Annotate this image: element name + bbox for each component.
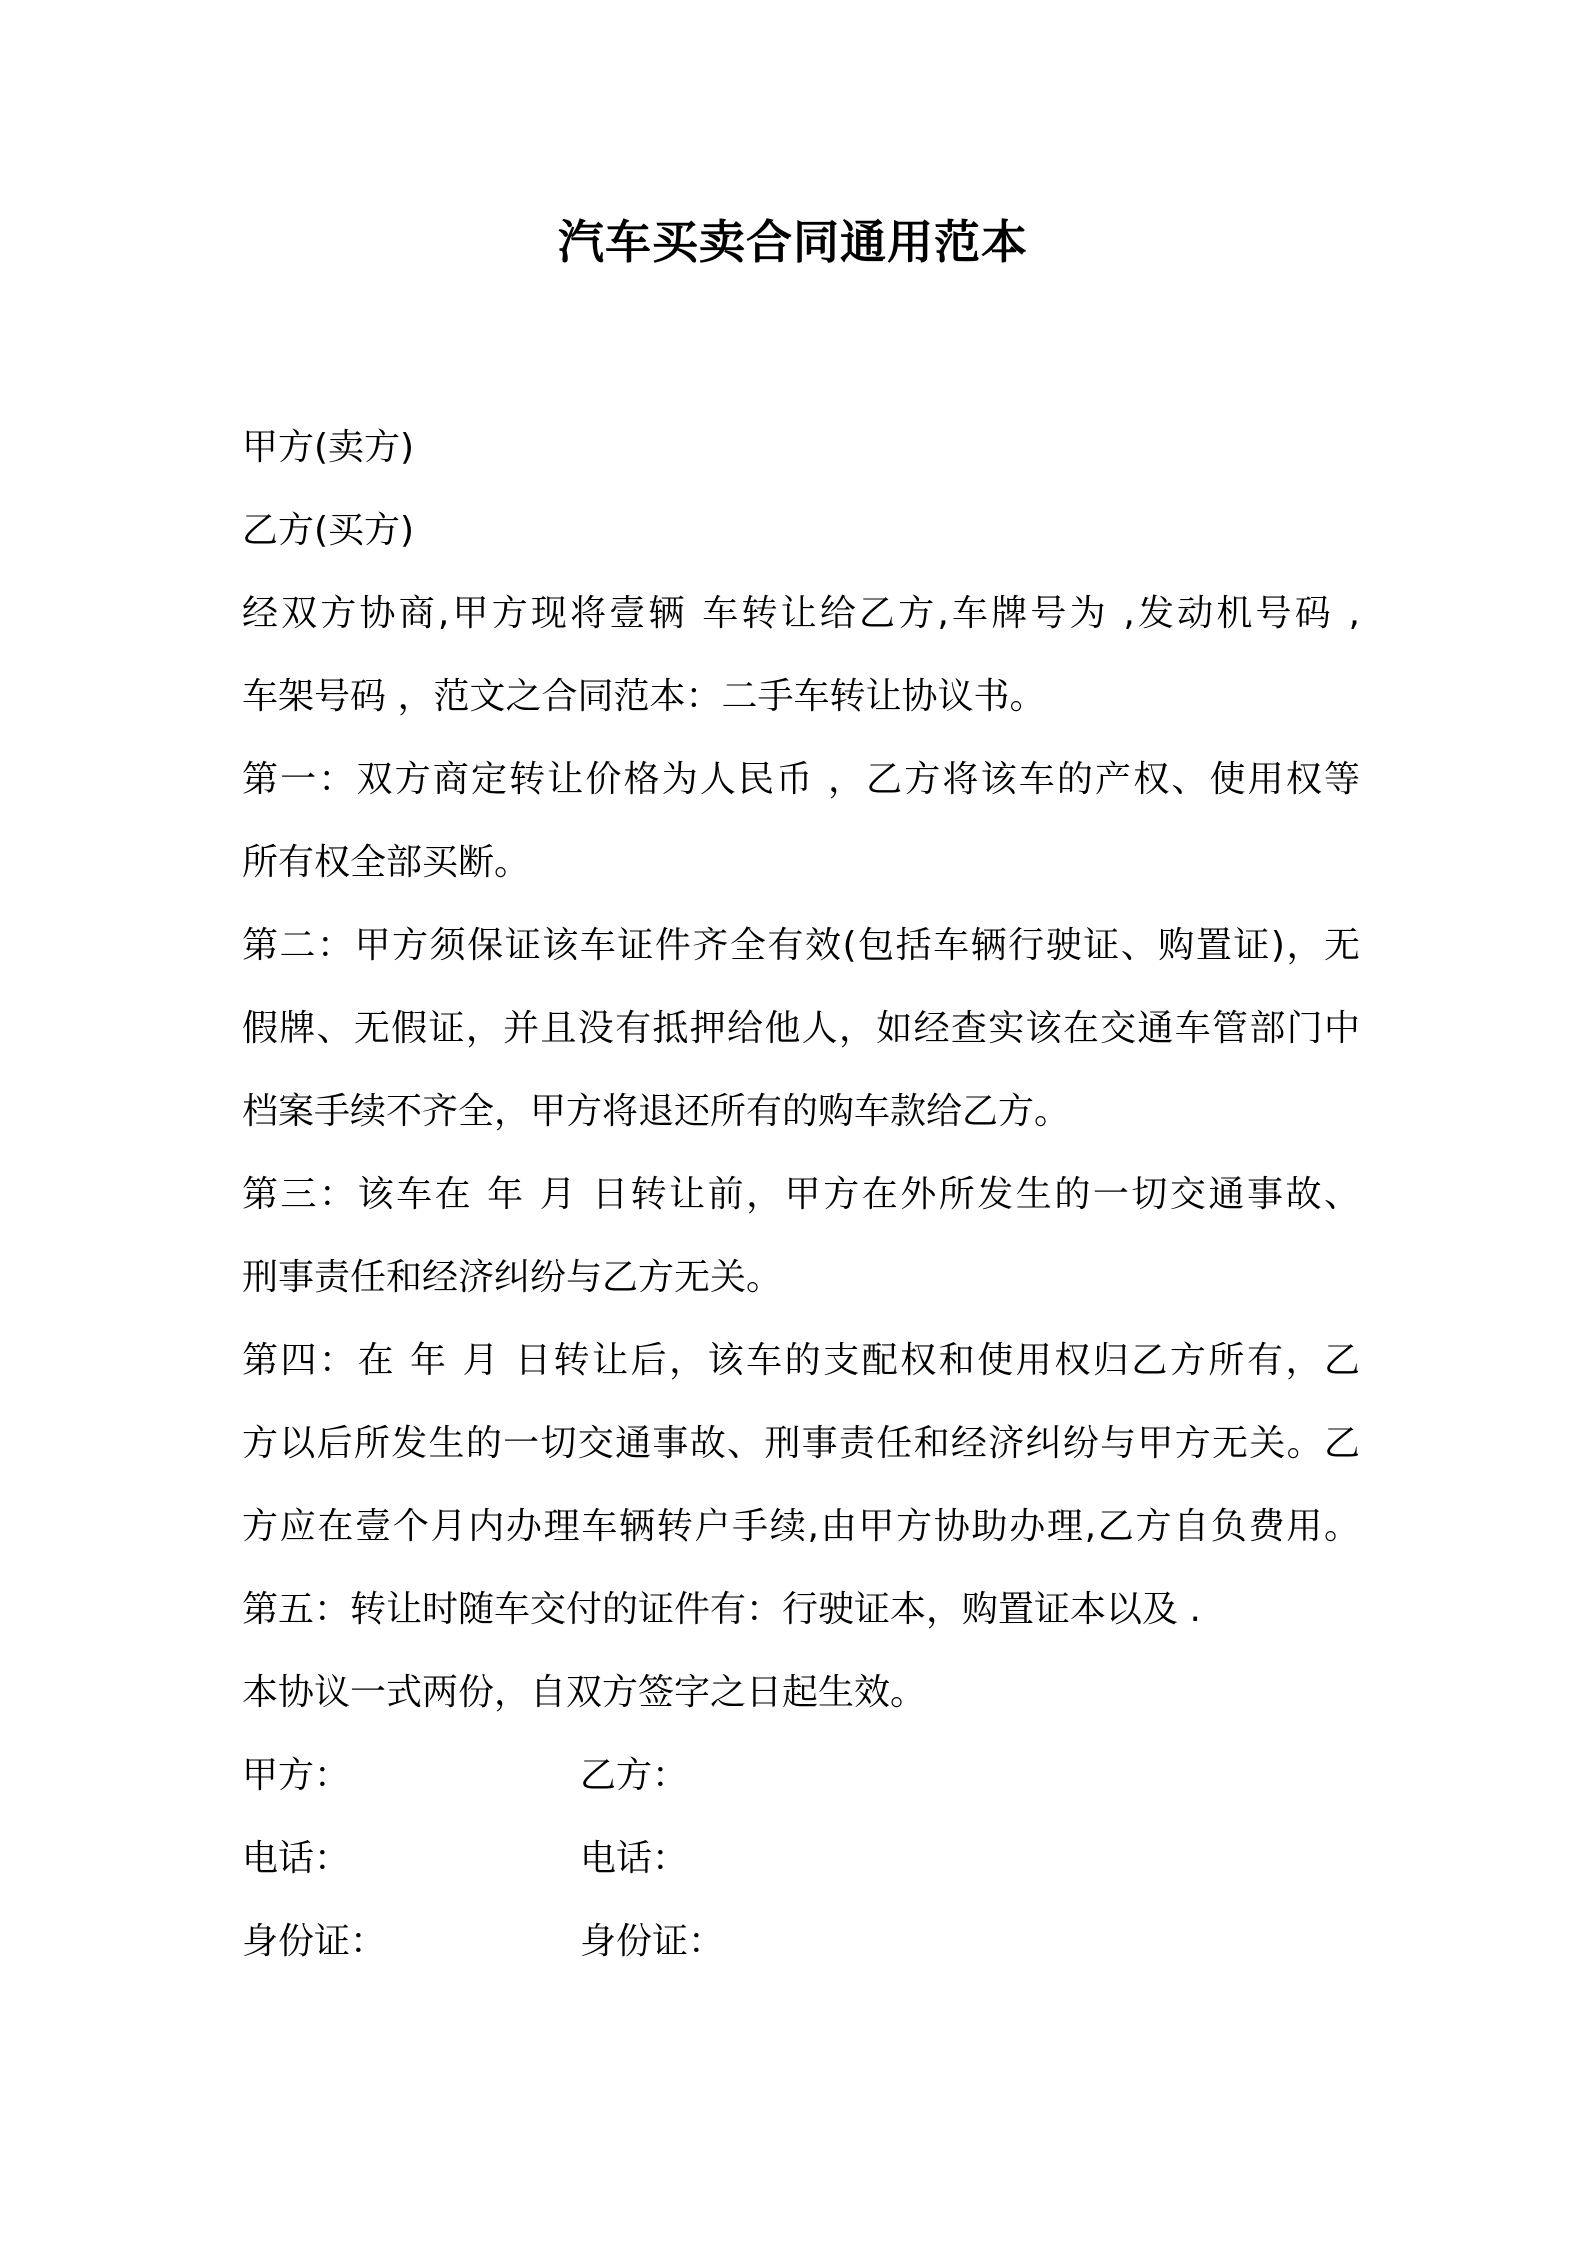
document-title: 汽车买卖合同通用范本 bbox=[558, 215, 1028, 269]
clause-4-line-1: 第四：在 年 月 日转让后，该车的支配权和使用权归乙方所有，乙 bbox=[242, 1340, 1360, 1381]
clause-3-line-1: 第三：该车在 年 月 日转让前，甲方在外所发生的一切交通事故、 bbox=[242, 1174, 1360, 1215]
party-b-signature-label: 乙方： bbox=[580, 1755, 689, 1796]
clause-2-line-3: 档案手续不齐全，甲方将退还所有的购车款给乙方。 bbox=[242, 1091, 1071, 1132]
signature-row-id bbox=[242, 1900, 1360, 1983]
clause-3-line-2: 刑事责任和经济纠纷与乙方无关。 bbox=[242, 1257, 783, 1298]
party-b-phone-label: 电话： bbox=[580, 1838, 689, 1879]
party-a-id-label: 身份证： bbox=[242, 1921, 387, 1962]
clause-4-line-3: 方应在壹个月内办理车辆转户手续,由甲方协助办理,乙方自负费用。 bbox=[242, 1506, 1360, 1547]
clause-1-line-2: 所有权全部买断。 bbox=[242, 842, 531, 883]
effective-clause-line: 本协议一式两份，自双方签字之日起生效。 bbox=[242, 1672, 927, 1713]
clause-2-line-2: 假牌、无假证，并且没有抵押给他人，如经查实该在交通车管部门中 bbox=[242, 1008, 1360, 1049]
party-a-line: 甲方(卖方) bbox=[242, 427, 415, 468]
party-b-line: 乙方(买方) bbox=[242, 510, 415, 551]
clause-1-line-1: 第一：双方商定转让价格为人民币 ，乙方将该车的产权、使用权等 bbox=[242, 759, 1360, 800]
clause-5-line-1: 第五：转让时随车交付的证件有：行驶证本，购置证本以及 . bbox=[242, 1589, 1201, 1630]
document-body bbox=[242, 406, 1360, 1983]
signature-row-party bbox=[242, 1734, 1360, 1817]
signature-row-phone bbox=[242, 1817, 1360, 1900]
intro-line-2: 车架号码 ，范文之合同范本：二手车转让协议书。 bbox=[242, 676, 1046, 717]
party-a-signature-label: 甲方： bbox=[242, 1755, 351, 1796]
intro-line-1: 经双方协商,甲方现将壹辆 车转让给乙方,车牌号为 ,发动机号码 , bbox=[242, 593, 1360, 634]
party-b-id-label: 身份证： bbox=[580, 1921, 725, 1962]
party-a-phone-label: 电话： bbox=[242, 1838, 351, 1879]
clause-4-line-2: 方以后所发生的一切交通事故、刑事责任和经济纠纷与甲方无关。乙 bbox=[242, 1423, 1360, 1464]
clause-2-line-1: 第二：甲方须保证该车证件齐全有效(包括车辆行驶证、购置证)，无 bbox=[242, 925, 1360, 966]
